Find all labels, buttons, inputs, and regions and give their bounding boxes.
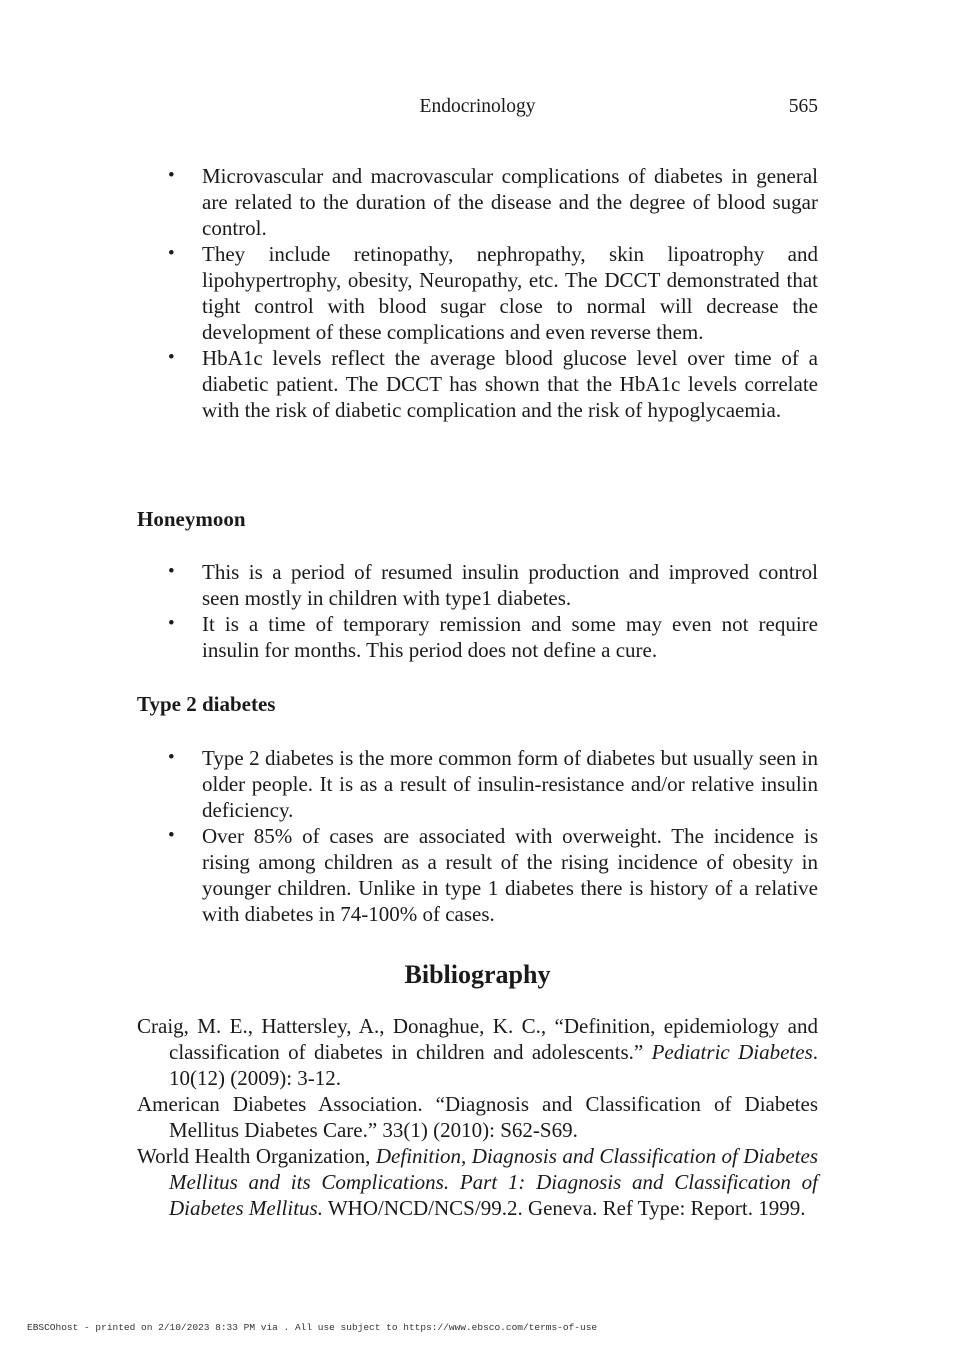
list-item: • This is a period of resumed insulin production and improved control seen mostly in children with type1 diabetes. <box>168 560 818 610</box>
section-heading-honeymoon: Honeymoon <box>137 507 246 531</box>
list-item: • Type 2 diabetes is the more common form of diabetes but usually seen in older people. It is as a result of insulin-resistance and/or relative insulin deficiency. <box>168 746 818 822</box>
running-title: Endocrinology <box>419 96 536 117</box>
bullet-icon: • <box>168 825 175 846</box>
reference-list <box>137 1013 818 1221</box>
bullet-icon: • <box>168 347 175 368</box>
bullet-icon: • <box>168 165 175 186</box>
list-item: • Over 85% of cases are associated with overweight. The incidence is rising among children as a result of the rising incidence of obesity in younger children. Unlike in type 1 diabetes there is history of a relative with diabetes in 74-100% of cases. <box>168 824 818 926</box>
reference-item: Craig, M. E., Hattersley, A., Donaghue, K. C., “Definition, epidemiology and classification of diabetes in children and adolescents.” Pediatric Diabetes. 10(12) (2009): 3-12. <box>137 1014 819 1090</box>
list-item: • It is a time of temporary remission and some may even not require insulin for months. This period does not define a cure. <box>168 612 818 662</box>
bullet-icon: • <box>168 747 175 768</box>
bibliography-title: Bibliography <box>404 960 551 989</box>
list-item: • They include retinopathy, nephropathy, skin lipoatrophy and lipohypertrophy, obesity, Neuropathy, etc. The DCCT demonstrated that tight control with blood sugar close to normal will decrease the development of these complications and even reverse them. <box>168 242 818 344</box>
section-heading-type2: Type 2 diabetes <box>137 692 276 716</box>
running-head <box>137 96 818 122</box>
bullet-icon: • <box>168 613 175 634</box>
bullet-icon: • <box>168 561 175 582</box>
honeymoon-list <box>137 559 818 663</box>
type2-list <box>137 745 818 927</box>
print-footer: EBSCOhost - printed on 2/10/2023 8:33 PM via . All use subject to https://www.ebsco.com/terms-of-use <box>27 1322 598 1333</box>
reference-item: American Diabetes Association. “Diagnosis and Classification of Diabetes Mellitus Diabetes Care.” 33(1) (2010): S62-S69. <box>137 1092 818 1142</box>
complications-list <box>137 163 818 423</box>
list-item: • HbA1c levels reflect the average blood glucose level over time of a diabetic patient. The DCCT has shown that the HbA1c levels correlate with the risk of diabetic complication and the risk of hypoglycaemia. <box>168 346 818 422</box>
bullet-icon: • <box>168 243 175 264</box>
reference-item: World Health Organization, Definition, Diagnosis and Classification of Diabetes Mellitus and its Complications. Part 1: Diagnosis and Classification of Diabetes Mellitus. WHO/NCD/NCS/99.2. Geneva. Ref Type: Report. 1999. <box>137 1144 818 1220</box>
page-number: 565 <box>788 96 818 117</box>
list-item: • Microvascular and macrovascular complications of diabetes in general are related to the duration of the disease and the degree of blood sugar control. <box>168 164 818 240</box>
